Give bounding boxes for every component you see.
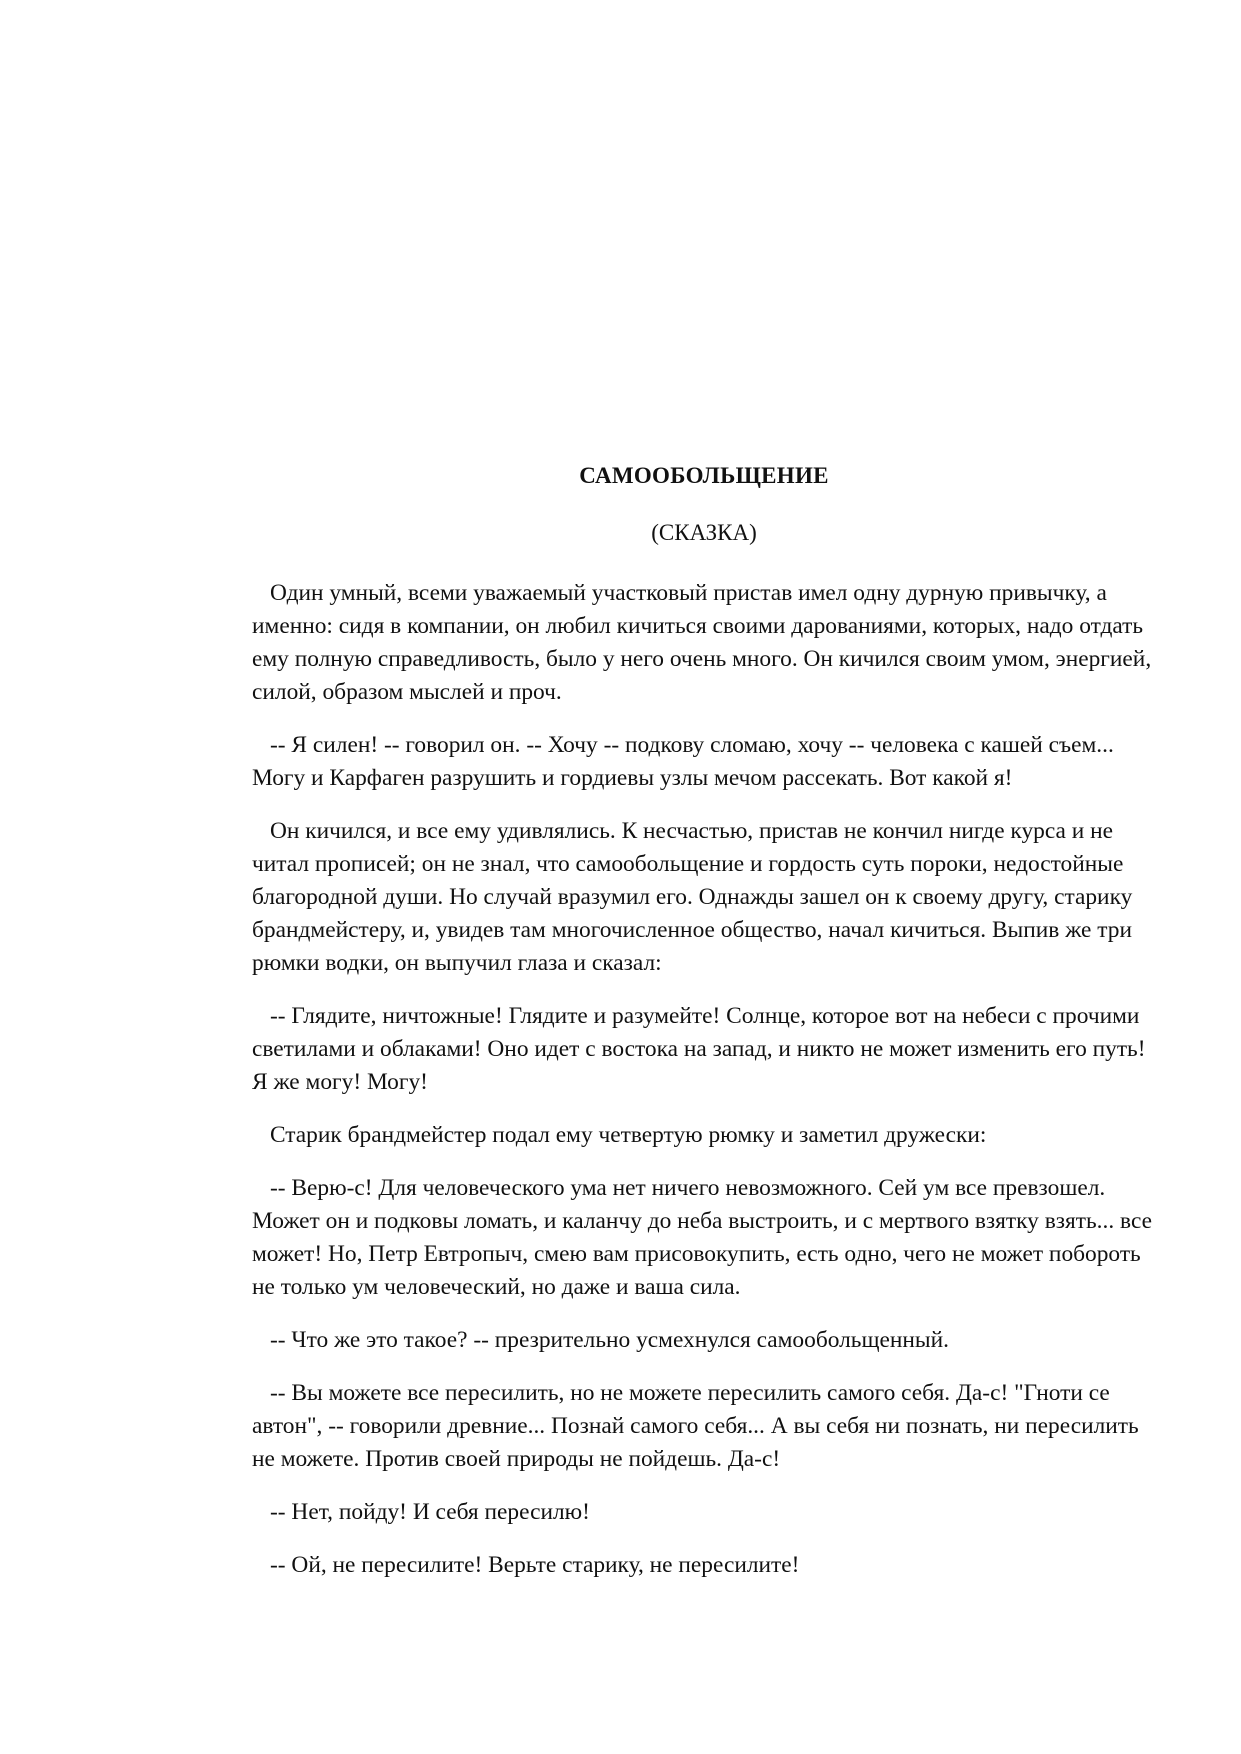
paragraph: -- Глядите, ничтожные! Глядите и разумейте! Солнце, которое вот на небеси с прочими светилами и облаками! Оно идет с востока на запад, и никто не может изменить его путь! Я же могу! Могу!	[252, 1003, 1146, 1095]
paragraph: -- Вы можете все пересилить, но не можете пересилить самого себя. Да-с! "Гноти се автон", -- говорили древние... Познай самого себя... А вы себя ни познать, ни пересилить не можете. Против своей природы не пойдешь. Да-с!	[252, 1380, 1139, 1472]
paragraph: -- Ой, не пересилите! Верьте старику, не пересилите!	[270, 1552, 800, 1578]
paragraph: Старик брандмейстер подал ему четвертую рюмку и заметил дружески:	[270, 1122, 987, 1148]
document-subtitle: (СКАЗКА)	[651, 520, 757, 545]
paragraph: Он кичился, и все ему удивлялись. К несчастью, пристав не кончил нигде курса и не читал прописей; он не знал, что самообольщение и гордость суть пороки, недостойные благородной души. Но случай вразумил его. Однажды зашел он к своему другу, старику брандмейстеру, и, увидев там многочисленное общество, начал кичиться. Выпив же три рюмки водки, он выпучил глаза и сказал:	[252, 818, 1133, 976]
document-title: САМООБОЛЬЩЕНИЕ	[579, 463, 829, 488]
paragraph: -- Верю-с! Для человеческого ума нет ничего невозможного. Сей ум все превзошел. Может он и подковы ломать, и каланчу до неба выстроить, и с мертвого взятку взять... все может! Но, Петр Евтропыч, смею вам присовокупить, есть одно, чего не может побороть не только ум человеческий, но даже и ваша сила.	[252, 1175, 1153, 1300]
paragraph: -- Я силен! -- говорил он. -- Хочу -- подкову сломаю, хочу -- человека с кашей съем... Могу и Карфаген разрушить и гордиевы узлы мечом рассекать. Вот какой я!	[252, 732, 1114, 791]
document-body	[252, 577, 1156, 1602]
paragraph: -- Нет, пойду! И себя пересилю!	[270, 1499, 590, 1525]
paragraph: -- Что же это такое? -- презрительно усмехнулся самообольщенный.	[270, 1327, 949, 1353]
paragraph: Один умный, всеми уважаемый участковый пристав имел одну дурную привычку, а именно: сидя в компании, он любил кичиться своими дарованиями, которых, надо отдать ему полную справедливость, было у него очень много. Он кичился своим умом, энергией, силой, образом мыслей и проч.	[252, 580, 1152, 705]
